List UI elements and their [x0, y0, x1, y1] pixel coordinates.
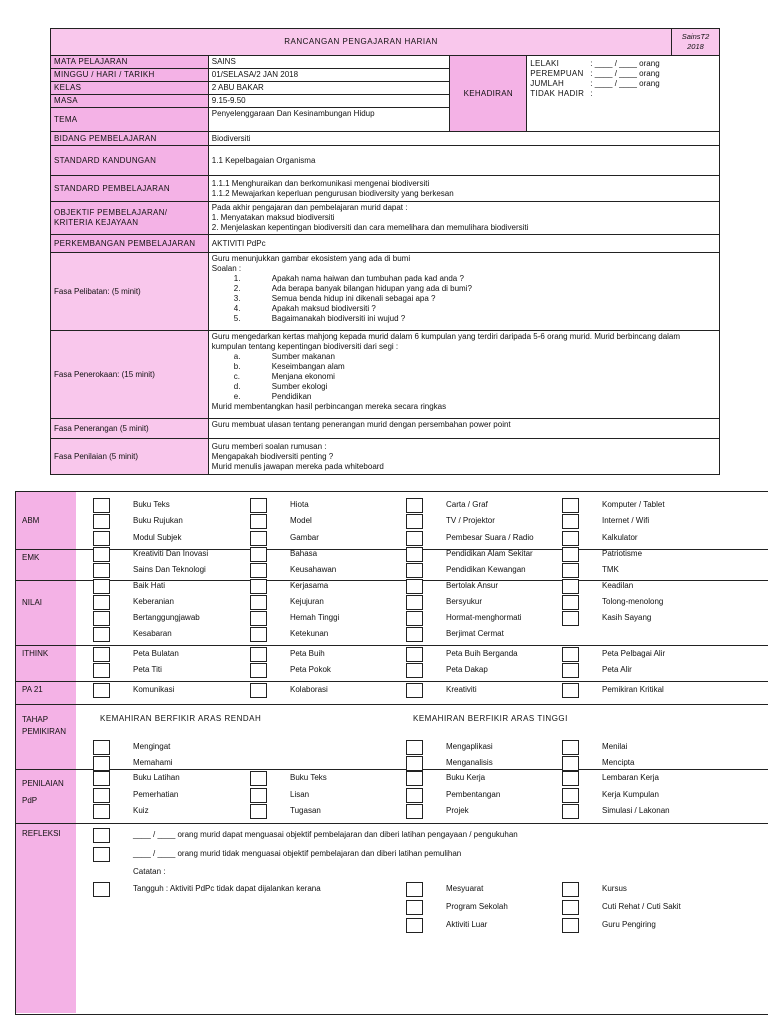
checkbox[interactable]	[406, 771, 423, 786]
development-label: PERKEMBANGAN PEMBELAJARAN	[51, 235, 209, 253]
checkbox[interactable]	[93, 847, 110, 862]
checkbox-option-label: Buku Latihan	[133, 773, 180, 782]
sk-label: STANDARD KANDUNGAN	[51, 146, 209, 176]
checkbox[interactable]	[406, 756, 423, 771]
checkbox[interactable]	[562, 900, 579, 915]
checkbox[interactable]	[93, 563, 110, 578]
checkbox[interactable]	[93, 611, 110, 626]
checkbox-option-label: Modul Subjek	[133, 533, 182, 542]
checkbox-option-label: Kerja Kumpulan	[602, 790, 659, 799]
checkbox-option-label: Mengaplikasi	[446, 742, 493, 751]
checkbox-option-label: Buku Teks	[290, 773, 327, 782]
checkbox[interactable]	[93, 740, 110, 755]
checkbox-option-label: Buku Rujukan	[133, 516, 183, 525]
checkbox[interactable]	[250, 579, 267, 594]
checkbox-option-label: Kursus	[602, 884, 627, 893]
list-item: 2. Ada berapa banyak bilangan hidupan yang ada di bumi?	[233, 284, 472, 293]
checkbox[interactable]	[406, 531, 423, 546]
divider	[16, 681, 768, 682]
list-item: 5. Bagaimanakah biodiversiti ini wujud ?	[233, 314, 406, 323]
reflection-mastered: ____ / ____ orang murid dapat menguasai objektif pembelajaran dan diberi latihan pengayaan / pengukuhan	[133, 830, 518, 839]
checkbox-option-label: Peta Titi	[133, 665, 162, 674]
penerokaan-value: Guru mengedarkan kertas mahjong kepada murid dalam 6 kumpulan yang terdiri daripada 5-6 orang murid. Murid berbincang dalam kumpulan tentang kepentingan biodiversiti dari segi : a. Sumber makanan b. Keseimbangan alam c. Menjana ekonomi d. Sumber ekologi e. Pendidikan Murid membentangkan hasil perbincangan mereka secara ringkas	[208, 331, 719, 419]
checkbox[interactable]	[93, 804, 110, 819]
checkbox[interactable]	[562, 771, 579, 786]
pa21-label: PA 21	[16, 681, 76, 704]
checkbox[interactable]	[250, 627, 267, 642]
pelibatan-value: Guru menunjukkan gambar ekosistem yang ada di bumi Soalan : 1. Apakah nama haiwan dan tumbuhan pada kad anda ? 2. Ada berapa banyak bilangan hidupan yang ada di bumi? 3. Semua benda hidup ini dikenali sebagai apa ? 4. Apakah maksud biodiversiti ? 5. Bagaimanakah biodiversiti ini wujud ?	[208, 253, 719, 331]
checkbox[interactable]	[93, 595, 110, 610]
divider	[16, 769, 768, 770]
objective-label: OBJEKTIF PEMBELAJARAN/ KRITERIA KEJAYAAN	[51, 202, 209, 235]
checkbox[interactable]	[93, 627, 110, 642]
tahap-label: TAHAP PEMIKIRAN	[16, 704, 76, 769]
checkbox[interactable]	[562, 683, 579, 698]
low-order-heading: KEMAHIRAN BERFIKIR ARAS RENDAH	[100, 714, 262, 723]
checkbox[interactable]	[250, 563, 267, 578]
checkbox-option-label: Cuti Rehat / Cuti Sakit	[602, 902, 681, 911]
checkbox-option-label: Internet / Wifi	[602, 516, 650, 525]
checkbox[interactable]	[406, 804, 423, 819]
checkbox[interactable]	[93, 498, 110, 513]
checkbox-option-label: Komputer / Tablet	[602, 500, 665, 509]
checkbox-option-label: Buku Kerja	[446, 773, 486, 782]
checkbox-option-label: Lisan	[290, 790, 310, 799]
penilaian-label: Fasa Penilaian (5 minit)	[51, 439, 209, 475]
checkbox[interactable]	[562, 740, 579, 755]
checkbox[interactable]	[562, 579, 579, 594]
checkbox-option-label: Berjimat Cermat	[446, 629, 504, 638]
attendance-block	[527, 56, 720, 132]
list-item: 3. Semua benda hidup ini dikenali sebagai apa ?	[233, 294, 436, 303]
class-value: 2 ABU BAKAR	[208, 82, 450, 95]
checkbox-option-label: Hemah Tinggi	[290, 613, 340, 622]
sp-value: 1.1.1 Menghuraikan dan berkomunikasi mengenai biodiversiti 1.1.2 Mewajarkan keperluan pengurusan biodiversity yang berkesan	[208, 176, 719, 202]
attendance-row: JUMLAH : ____ / ____ orang	[530, 79, 660, 88]
checkbox[interactable]	[93, 531, 110, 546]
checkbox-option-label: Bersyukur	[446, 597, 483, 606]
checkbox[interactable]	[250, 514, 267, 529]
emk-label: EMK	[16, 549, 76, 580]
checkbox-option-label: Peta Buih Berganda	[446, 649, 518, 658]
checkbox-option-label: Keberanian	[133, 597, 174, 606]
checkbox[interactable]	[93, 663, 110, 678]
checkbox[interactable]	[562, 788, 579, 803]
list-item: 4. Apakah maksud biodiversiti ?	[233, 304, 376, 313]
checkbox-option-label: Hiota	[290, 500, 309, 509]
checkbox[interactable]	[406, 683, 423, 698]
checkbox-option-label: Carta / Graf	[446, 500, 488, 509]
high-order-heading: KEMAHIRAN BERFIKIR ARAS TINGGI	[413, 714, 568, 723]
checkbox-option-label: Buku Teks	[133, 500, 170, 509]
field-value: Biodiversiti	[208, 132, 719, 146]
checkbox[interactable]	[406, 611, 423, 626]
checkbox[interactable]	[93, 788, 110, 803]
checkbox-option-label: Bertanggungjawab	[133, 613, 200, 622]
checkbox-option-label: Program Sekolah	[446, 902, 508, 911]
checkbox-option-label: Lembaran Kerja	[602, 773, 659, 782]
checkbox[interactable]	[93, 882, 110, 897]
ithink-label: ITHINK	[16, 645, 76, 681]
attendance-row: LELAKI : ____ / ____ orang	[530, 59, 660, 68]
attendance-row: TIDAK HADIR :	[530, 89, 593, 98]
checkbox[interactable]	[406, 740, 423, 755]
checkbox-option-label: Komunikasi	[133, 685, 175, 694]
checkbox[interactable]	[250, 547, 267, 562]
checkbox-option-label: Pendidikan Kewangan	[446, 565, 526, 574]
checkbox-option-label: Memahami	[133, 758, 173, 767]
checkbox-option-label: Kreativiti Dan Inovasi	[133, 549, 209, 558]
checkbox[interactable]	[406, 647, 423, 662]
penilaian-pdp-label: PENILAIAN PdP	[16, 769, 76, 823]
checkbox[interactable]	[406, 627, 423, 642]
checkbox[interactable]	[250, 498, 267, 513]
checkbox[interactable]	[562, 531, 579, 546]
development-value: AKTIVITI PdPc	[208, 235, 719, 253]
checkbox-option-label: Peta Buih	[290, 649, 325, 658]
checkbox[interactable]	[562, 498, 579, 513]
checkbox-option-label: Pendidikan Alam Sekitar	[446, 549, 533, 558]
checkbox[interactable]	[562, 647, 579, 662]
checkbox-option-label: Kalkulator	[602, 533, 638, 542]
checkbox[interactable]	[250, 611, 267, 626]
checkbox-option-label: Keusahawan	[290, 565, 337, 574]
checkbox-option-label: Ketekunan	[290, 629, 329, 638]
checkbox-option-label: Pembentangan	[446, 790, 501, 799]
checkbox[interactable]	[562, 663, 579, 678]
list-item: e. Pendidikan	[233, 392, 312, 401]
penerokaan-label: Fasa Penerokaan: (15 minit)	[51, 331, 209, 419]
checkbox[interactable]	[562, 563, 579, 578]
checkbox-option-label: Bertolak Ansur	[446, 581, 499, 590]
checkbox[interactable]	[562, 611, 579, 626]
checkbox[interactable]	[406, 900, 423, 915]
rph-table	[50, 28, 720, 475]
checkbox-option-label: Bahasa	[290, 549, 318, 558]
checkbox[interactable]	[562, 514, 579, 529]
list-item: 1. Apakah nama haiwan dan tumbuhan pada kad anda ?	[233, 274, 464, 283]
page-title: RANCANGAN PENGAJARAN HARIAN	[51, 29, 672, 56]
checkbox[interactable]	[562, 547, 579, 562]
checkbox-option-label: Menganalisis	[446, 758, 493, 767]
checkbox[interactable]	[93, 756, 110, 771]
checkbox[interactable]	[93, 828, 110, 843]
reflection-notes: Catatan :	[133, 867, 166, 876]
list-item: d. Sumber ekologi	[233, 382, 328, 391]
checkbox[interactable]	[406, 547, 423, 562]
checkbox[interactable]	[250, 595, 267, 610]
checkbox-option-label: Patriotisme	[602, 549, 643, 558]
time-label: MASA	[51, 95, 209, 108]
list-item: a. Sumber makanan	[233, 352, 335, 361]
checkbox[interactable]	[406, 788, 423, 803]
checkbox-option-label: Mengingat	[133, 742, 171, 751]
checkbox[interactable]	[93, 683, 110, 698]
checkbox[interactable]	[406, 579, 423, 594]
checkbox[interactable]	[93, 514, 110, 529]
checkbox[interactable]	[406, 595, 423, 610]
checkbox-option-label: Kuiz	[133, 806, 149, 815]
checkbox[interactable]	[562, 595, 579, 610]
checklist-panel	[15, 491, 768, 1015]
checkbox[interactable]	[250, 663, 267, 678]
checkbox[interactable]	[562, 882, 579, 897]
date-value: 01/SELASA/2 JAN 2018	[208, 69, 450, 82]
divider	[16, 645, 768, 646]
checkbox-option-label: Kreativiti	[446, 685, 477, 694]
checkbox[interactable]	[562, 804, 579, 819]
checkbox-option-label: Pembesar Suara / Radio	[446, 533, 534, 542]
checkbox-option-label: Peta Bulatan	[133, 649, 179, 658]
checkbox-option-label: Pemerhatian	[133, 790, 179, 799]
class-label: KELAS	[51, 82, 209, 95]
checkbox-option-label: Model	[290, 516, 312, 525]
checkbox[interactable]	[250, 531, 267, 546]
checkbox[interactable]	[250, 771, 267, 786]
subject-tag: SainsT2 2018	[671, 29, 719, 56]
sk-value: 1.1 Kepelbagaian Organisma	[208, 146, 719, 176]
checkbox-option-label: Aktiviti Luar	[446, 920, 488, 929]
checkbox-option-label: Simulasi / Lakonan	[602, 806, 670, 815]
penerangan-value: Guru membuat ulasan tentang penerangan murid dengan persembahan power point	[208, 419, 719, 439]
checkbox-option-label: Tugasan	[290, 806, 321, 815]
nilai-label: NILAI	[16, 580, 76, 645]
checkbox-option-label: Peta Alir	[602, 665, 632, 674]
checkbox-option-label: TMK	[602, 565, 619, 574]
time-value: 9.15-9.50	[208, 95, 450, 108]
checkbox[interactable]	[250, 647, 267, 662]
checkbox-option-label: TV / Projektor	[446, 516, 495, 525]
checkbox-option-label: Peta Pokok	[290, 665, 331, 674]
checkbox[interactable]	[93, 547, 110, 562]
list-item: b. Keseimbangan alam	[233, 362, 345, 371]
checkbox-option-label: Sains Dan Teknologi	[133, 565, 206, 574]
checkbox[interactable]	[93, 579, 110, 594]
checkbox-option-label: Kesabaran	[133, 629, 172, 638]
checkbox-option-label: Keadilan	[602, 581, 634, 590]
checkbox-option-label: Projek	[446, 806, 469, 815]
pelibatan-label: Fasa Pelibatan: (5 minit)	[51, 253, 209, 331]
theme-value: Penyelenggaraan Dan Kesinambungan Hidup	[208, 108, 450, 132]
objective-value: Pada akhir pengajaran dan pembelajaran murid dapat : 1. Menyatakan maksud biodiversiti 2. Menjelaskan kepentingan biodiversiti dan cara memelihara dan memulihara biodiversiti	[208, 202, 719, 235]
subject-value: SAINS	[208, 56, 450, 69]
divider	[16, 549, 768, 550]
date-label: MINGGU / HARI / TARIKH	[51, 69, 209, 82]
penerangan-label: Fasa Penerangan (5 minit)	[51, 419, 209, 439]
checkbox-option-label: Pemikiran Kritikal	[602, 685, 664, 694]
divider	[16, 823, 768, 824]
list-item: c. Menjana ekonomi	[233, 372, 335, 381]
attendance-label: KEHADIRAN	[450, 56, 527, 132]
checkbox[interactable]	[406, 882, 423, 897]
checkbox-option-label: Tolong-menolong	[602, 597, 664, 606]
subject-label: MATA PELAJARAN	[51, 56, 209, 69]
checkbox[interactable]	[250, 804, 267, 819]
checkbox[interactable]	[562, 918, 579, 933]
reflection-not-mastered: ____ / ____ orang murid tidak menguasai objektif pembelajaran dan diberi latihan pemulihan	[133, 849, 462, 858]
reflection-postponed: Tangguh : Aktiviti PdPc tidak dapat dijalankan kerana	[133, 884, 321, 893]
checkbox-option-label: Gambar	[290, 533, 319, 542]
checkbox-option-label: Mesyuarat	[446, 884, 484, 893]
field-label: BIDANG PEMBELAJARAN	[51, 132, 209, 146]
checkbox-option-label: Hormat-menghormati	[446, 613, 522, 622]
checkbox[interactable]	[250, 683, 267, 698]
checkbox-option-label: Kejujuran	[290, 597, 324, 606]
checkbox[interactable]	[406, 918, 423, 933]
checkbox-option-label: Peta Pelbagai Alir	[602, 649, 666, 658]
checkbox-option-label: Peta Dakap	[446, 665, 488, 674]
divider	[16, 580, 768, 581]
divider	[16, 704, 768, 705]
penilaian-value: Guru memberi soalan rumusan : Mengapakah biodiversiti penting ? Murid menulis jawapan mereka pada whiteboard	[208, 439, 719, 475]
checkbox[interactable]	[93, 771, 110, 786]
sp-label: STANDARD PEMBELAJARAN	[51, 176, 209, 202]
checkbox-option-label: Guru Pengiring	[602, 920, 656, 929]
checkbox[interactable]	[406, 563, 423, 578]
checkbox[interactable]	[406, 514, 423, 529]
checkbox[interactable]	[250, 788, 267, 803]
checkbox-option-label: Mencipta	[602, 758, 635, 767]
checkbox[interactable]	[562, 756, 579, 771]
checkbox-option-label: Kasih Sayang	[602, 613, 652, 622]
checkbox-option-label: Menilai	[602, 742, 628, 751]
theme-label: TEMA	[51, 108, 209, 132]
checkbox-option-label: Kerjasama	[290, 581, 329, 590]
checkbox-option-label: Kolaborasi	[290, 685, 328, 694]
checkbox-option-label: Baik Hati	[133, 581, 166, 590]
checkbox[interactable]	[93, 647, 110, 662]
checkbox[interactable]	[406, 663, 423, 678]
attendance-row: PEREMPUAN : ____ / ____ orang	[530, 69, 660, 78]
refleksi-label: REFLEKSI	[16, 823, 76, 1013]
checkbox[interactable]	[406, 498, 423, 513]
abm-label: ABM	[16, 492, 76, 549]
